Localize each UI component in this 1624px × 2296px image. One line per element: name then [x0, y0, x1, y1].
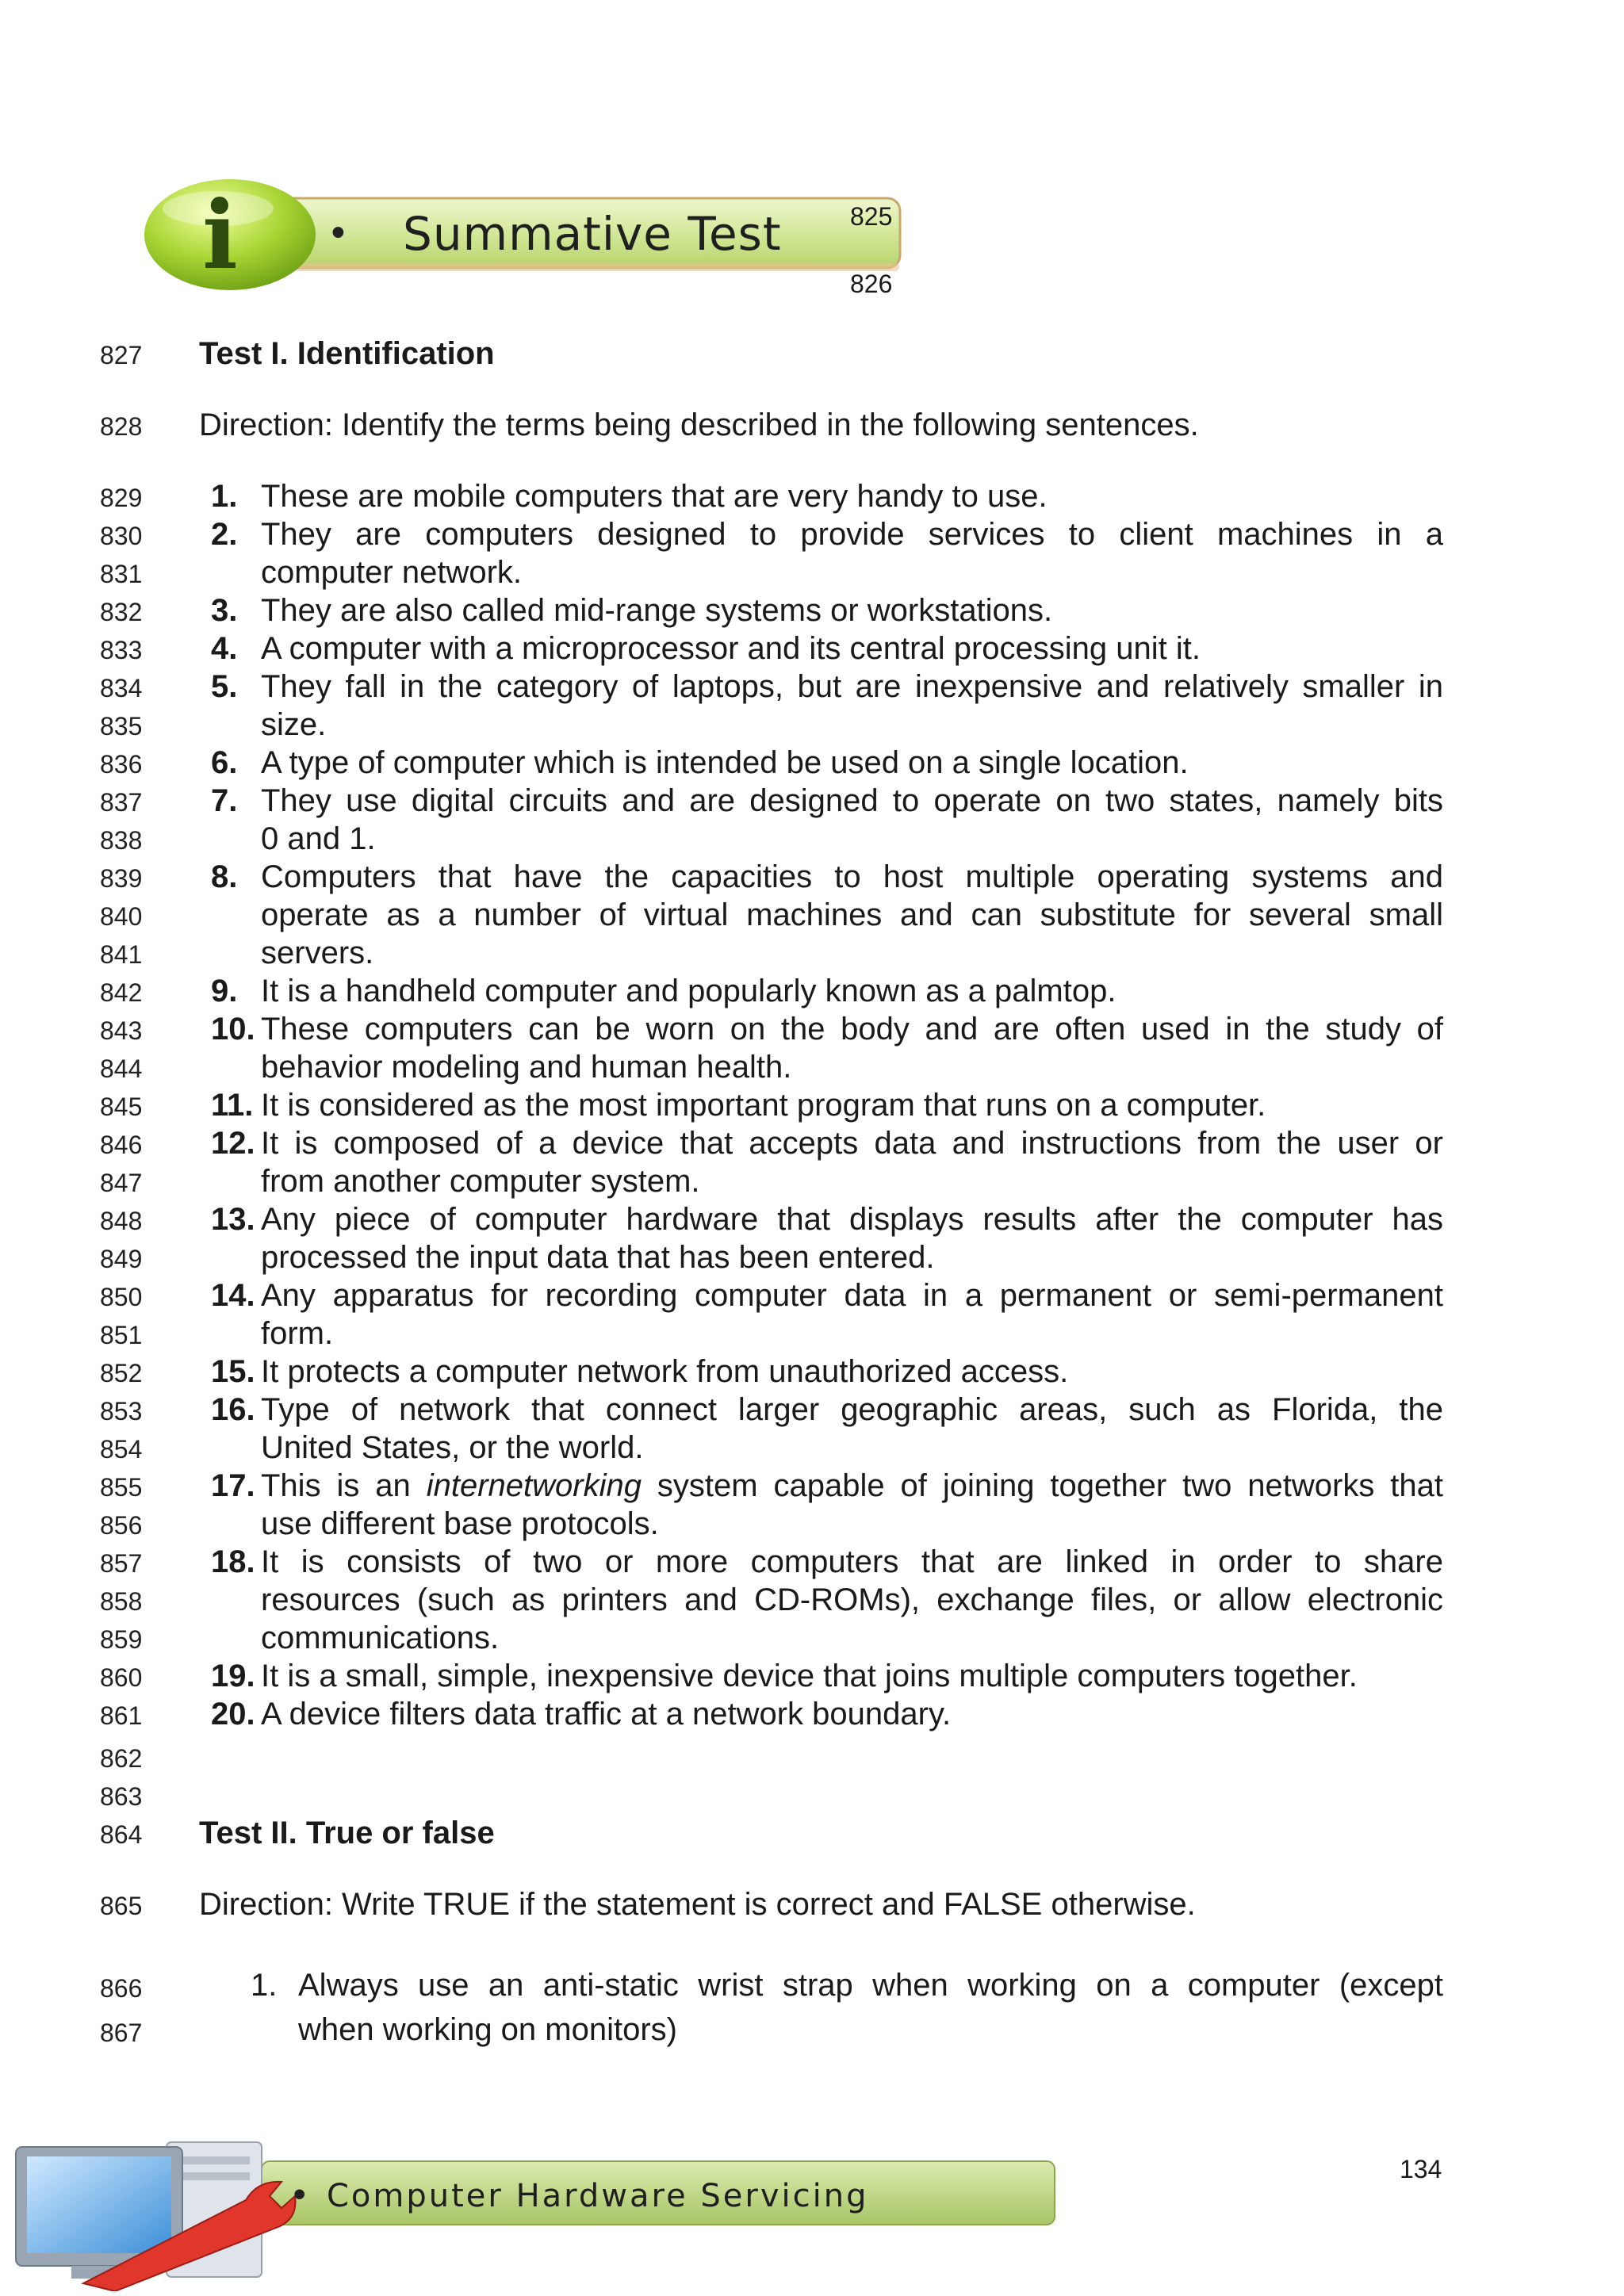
line-number: 854	[100, 1435, 143, 1464]
item-text	[261, 1467, 1443, 1505]
item-text: It is composed of a device that accepts data and instructions from the user or	[261, 1126, 1443, 1161]
item-text: 0 and 1.	[261, 821, 376, 856]
item-text: They fall in the category of laptops, but are inexpensive and relatively smaller in	[261, 669, 1443, 704]
item-number: 1.	[211, 479, 238, 514]
item-number: 19.	[211, 1659, 255, 1693]
item-number: 20.	[211, 1697, 255, 1732]
footer-bullet: •	[293, 2175, 306, 2214]
line-number: 828	[100, 412, 143, 441]
item-number: 8.	[211, 859, 238, 894]
line-number: 867	[100, 2019, 143, 2047]
line-number: 829	[100, 484, 143, 512]
info-i-letter: i	[202, 180, 238, 290]
item-text: These are mobile computers that are very handy to use.	[261, 479, 1048, 514]
line-number: 845	[100, 1093, 143, 1121]
item-text: It is considered as the most important program that runs on a computer.	[261, 1088, 1266, 1123]
item-number: 18.	[211, 1544, 255, 1579]
item-text: It is a handheld computer and popularly known as a palmtop.	[261, 974, 1116, 1008]
item-text: They are also called mid-range systems or workstations.	[261, 593, 1053, 628]
test2-direction: Direction: Write TRUE if the statement is correct and FALSE otherwise.	[199, 1887, 1196, 1922]
line-number: 841	[100, 940, 143, 969]
line-number: 833	[100, 636, 143, 664]
line-number: 827	[100, 341, 143, 369]
line-number: 865	[100, 1892, 143, 1920]
line-number: 860	[100, 1663, 143, 1692]
line-number: 844	[100, 1054, 143, 1083]
item-text: from another computer system.	[261, 1164, 700, 1199]
item-text-suffix: system capable of joining together two networks that	[641, 1468, 1443, 1503]
item-text: It is consists of two or more computers that are linked in order to share	[261, 1544, 1443, 1579]
item-text: A computer with a microprocessor and its central processing unit it.	[261, 631, 1201, 666]
line-number: 843	[100, 1016, 143, 1045]
item-text: servers.	[261, 936, 374, 970]
line-number: 846	[100, 1131, 143, 1159]
banner-title: Summative Test	[403, 207, 782, 261]
item-text: A type of computer which is intended be used on a single location.	[261, 745, 1189, 780]
item-text: use different base protocols.	[261, 1506, 659, 1541]
line-number: 847	[100, 1169, 143, 1197]
line-number: 849	[100, 1245, 143, 1273]
line-number: 863	[100, 1782, 143, 1811]
line-number: 838	[100, 826, 143, 855]
item-number: 3.	[211, 593, 238, 628]
line-number: 834	[100, 674, 143, 702]
item-number: 17.	[211, 1468, 255, 1503]
item-number: 5.	[211, 669, 238, 704]
line-number: 839	[100, 864, 143, 893]
item-text: communications.	[261, 1621, 500, 1655]
item-text: A device filters data traffic at a network boundary.	[261, 1697, 952, 1732]
line-number: 866	[100, 1974, 143, 2003]
line-number: 836	[100, 750, 143, 779]
item-text: Computers that have the capacities to host multiple operating systems and	[261, 859, 1443, 894]
line-number: 853	[100, 1397, 143, 1425]
line-number: 857	[100, 1549, 143, 1578]
line-number: 831	[100, 560, 143, 588]
item-text: It is a small, simple, inexpensive device that joins multiple computers together.	[261, 1659, 1358, 1693]
item-text: United States, or the world.	[261, 1430, 644, 1465]
item-text: processed the input data that has been entered.	[261, 1240, 935, 1275]
line-number: 830	[100, 522, 143, 550]
item-number: 6.	[211, 745, 238, 780]
test1-title: Test I. Identification	[199, 336, 495, 371]
item-text-prefix: This is an	[261, 1468, 427, 1503]
line-number: 848	[100, 1207, 143, 1235]
item-number: 16.	[211, 1392, 255, 1427]
item-number: 14.	[211, 1278, 255, 1313]
line-number: 856	[100, 1511, 143, 1540]
item-text: form.	[261, 1316, 334, 1351]
item-text: computer network.	[261, 555, 523, 590]
item-text: It protects a computer network from unauthorized access.	[261, 1354, 1069, 1389]
line-number: 835	[100, 712, 143, 740]
line-number: 862	[100, 1744, 143, 1773]
item-text: resources (such as printers and CD-ROMs), exchange files, or allow electronic	[261, 1582, 1443, 1617]
line-number: 861	[100, 1701, 143, 1730]
test2-item-number: 1.	[251, 1968, 278, 2003]
item-number: 15.	[211, 1354, 255, 1389]
line-number: 842	[100, 978, 143, 1007]
line-number: 840	[100, 902, 143, 931]
item-number: 13.	[211, 1202, 255, 1237]
footer-title: Computer Hardware Servicing	[327, 2178, 869, 2214]
test1-direction: Direction: Identify the terms being described in the following sentences.	[199, 408, 1199, 442]
item-text: Type of network that connect larger geographic areas, such as Florida, the	[261, 1392, 1443, 1427]
item-text: size.	[261, 707, 327, 742]
line-number: 852	[100, 1359, 143, 1387]
line-number: 837	[100, 788, 143, 817]
item-number: 12.	[211, 1126, 255, 1161]
banner-bullet: •	[331, 212, 345, 254]
line-number-825: 825	[850, 202, 893, 231]
item-number: 2.	[211, 517, 238, 552]
item-number: 4.	[211, 631, 238, 666]
line-number-826: 826	[850, 270, 893, 298]
line-number: 850	[100, 1283, 143, 1311]
page-number: 134	[1400, 2155, 1442, 2183]
item-text: operate as a number of virtual machines and can substitute for several small	[261, 897, 1443, 932]
item-text: They are computers designed to provide services to client machines in a	[261, 517, 1443, 552]
item-text: These computers can be worn on the body and are often used in the study of	[261, 1012, 1443, 1047]
test2-item-text: Always use an anti-static wrist strap when working on a computer (except	[298, 1968, 1443, 2003]
item-text: Any piece of computer hardware that displays results after the computer has	[261, 1202, 1443, 1237]
item-number: 11.	[211, 1088, 254, 1123]
item-number: 10.	[211, 1012, 255, 1047]
item-text-italic: internetworking	[426, 1468, 642, 1503]
item-number: 9.	[211, 974, 238, 1008]
line-number: 859	[100, 1625, 143, 1654]
test2-title: Test II. True or false	[199, 1816, 495, 1850]
line-number: 855	[100, 1473, 143, 1502]
line-number: 858	[100, 1587, 143, 1616]
line-number: 832	[100, 598, 143, 626]
test2-item-text: when working on monitors)	[298, 2012, 677, 2047]
item-number: 7.	[211, 783, 238, 818]
line-number: 851	[100, 1321, 143, 1349]
line-number: 864	[100, 1820, 143, 1849]
item-text: Any apparatus for recording computer data in a permanent or semi-permanent	[261, 1278, 1443, 1313]
item-text: They use digital circuits and are designed to operate on two states, namely bits	[261, 783, 1443, 818]
item-text: behavior modeling and human health.	[261, 1050, 792, 1085]
